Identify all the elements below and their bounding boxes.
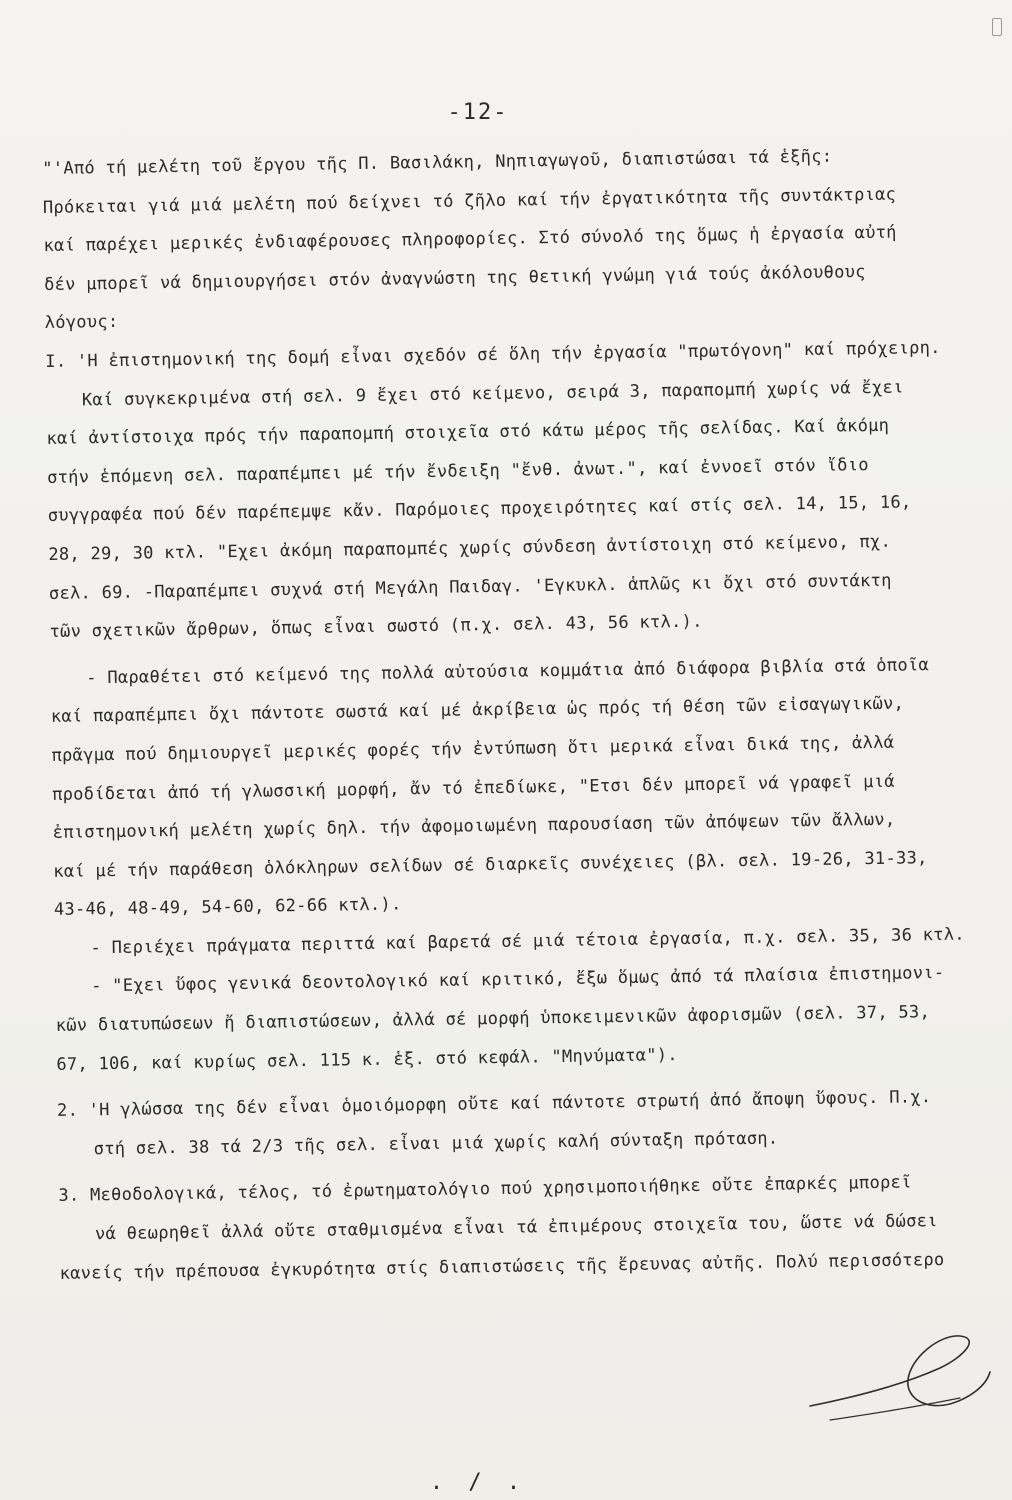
text-line: στή σελ. 38 τά 2/3 τῆς σελ. εἶναι μιά χωρίς καλή σύνταξη πρόταση. xyxy=(93,1128,779,1160)
text-line: πρᾶγμα πού δημιουργεῖ μερικές φορές τήν ἐντύπωση ὅτι μερικά εἶναι δικά της, ἀλλά xyxy=(51,732,895,766)
continuation-mark: . / . xyxy=(429,1470,527,1495)
text-line: 67, 106, καί κυρίως σελ. 115 κ. ἑξ. στό κεφάλ. "Μηνύματα"). xyxy=(56,1044,679,1075)
text-line: καί μέ τήν παράθεση ὁλόκληρων σελίδων σέ διαρκεῖς συνέχειες (βλ. σελ. 19-26, 31-33, xyxy=(53,847,928,882)
text-line: "'Από τή μελέτη τοῦ ἔργου τῆς Π. Βασιλάκη, Νηπιαγωγοῦ, διαπιστώσαι τά ἑξῆς: xyxy=(42,146,833,179)
text-line: κανείς τήν πρέπουσα ἐγκυρότητα στίς διαπιστώσεις τῆς ἔρευνας αὐτῆς. Πολύ περισσότερο xyxy=(59,1249,945,1284)
text-line: Πρόκειται γιά μιά μελέτη πού δείχνει τό ζῆλο καί τήν ἐργατικότητα τῆς συντάκτριας xyxy=(42,184,897,218)
text-line: στήν ἑπόμενη σελ. παραπέμπει μέ τήν ἔνδειξη "ἔνθ. ἀνωτ.", καί ἐννοεῖ στόν ἴδιο xyxy=(46,454,869,488)
handwritten-signature xyxy=(790,1328,1000,1438)
text-line: - Περιέχει πράγματα περιττά καί βαρετά σέ μιά τέτοια ἐργασία, π.χ. σελ. 35, 36 κτλ. xyxy=(90,924,965,959)
text-line: 43-46, 48-49, 54-60, 62-66 κτλ.). xyxy=(53,894,402,921)
text-line: - Παραθέτει στό κείμενό της πολλά αὐτούσια κομμάτια ἀπό διάφορα βιβλία στά ὁποῖα xyxy=(86,654,930,689)
staple-mark xyxy=(992,18,1002,36)
text-line: δέν μπορεῖ νά δημιουργήσει στόν ἀναγνώστη της θετική γνώμη γιά τούς ἀκόλουθους xyxy=(43,261,866,295)
text-line: συγγραφέα πού δέν παρέπεμψε κἄν. Παρόμοιες προχειρότητες καί στίς σελ. 14, 15, 16, xyxy=(47,492,912,527)
text-line: καί ἀντίστοιχα πρός τήν παραπομπή στοιχεῖα στό κάτω μέρος τῆς σελίδας. Καί ἀκόμη xyxy=(46,415,890,450)
text-line: 28, 29, 30 κτλ. "Εχει ἀκόμη παραπομπές χωρίς σύνδεση ἀντίστοιχη στό κείμενο, πχ. xyxy=(48,531,892,565)
text-line: σελ. 69. -Παραπέμπει συχνά στή Μεγάλη Παιδαγ. 'Εγκυκλ. ἁπλῶς κι ὄχι στό συντάκτη xyxy=(48,570,892,604)
text-line: I. 'Η ἐπιστημονική της δομή εἶναι σχεδόν σέ ὅλη τήν ἐργασία "πρωτόγονη" καί πρόχειρη. xyxy=(45,337,941,372)
text-line: προδίδεται ἀπό τή γλωσσική μορφή, ἄν τό ἐπεδίωκε, "Ετσι δέν μπορεῖ νά γραφεῖ μιά xyxy=(51,771,895,805)
text-line: λόγους: xyxy=(44,312,119,334)
text-line: καί παρέχει μερικές ἐνδιαφέρουσες πληροφορίες. Στό σύνολό της ὅμως ἡ ἐργασία αὐτή xyxy=(43,222,897,257)
document-body xyxy=(42,135,1000,1293)
text-line: καί παραπέμπει ὄχι πάντοτε σωστά καί μέ ἀκρίβεια ὡς πρός τή θέση τῶν εἰσαγωγικῶν, xyxy=(50,693,905,728)
text-line: κῶν διατυπώσεων ἤ διαπιστώσεων, ἀλλά σέ μορφή ὑποκειμενικῶν ἀφορισμῶν (σελ. 37, 53, xyxy=(55,1002,931,1036)
text-line: Καί συγκεκριμένα στή σελ. 9 ἔχει στό κείμενο, σειρά 3, παραπομπή χωρίς νά ἔχει xyxy=(81,377,904,410)
text-line: - "Εχει ὕφος γενικά δεοντολογικό καί κριτικό, ἔξω ὅμως ἀπό τά πλαίσια ἐπιστημονι- xyxy=(90,963,945,997)
page-number: -12- xyxy=(447,100,509,125)
text-line: τῶν σχετικῶν ἄρθρων, ὅπως εἶναι σωστό (π.χ. σελ. 43, 56 κτλ.). xyxy=(49,611,703,643)
text-line: ἐπιστημονική μελέτη χωρίς δηλ. τήν ἀφομοιωμένη παρουσίαση τῶν ἀπόψεων τῶν ἄλλων, xyxy=(52,809,896,844)
text-line: νά θεωρηθεῖ ἀλλά οὔτε σταθμισμένα εἶναι τά ἐπιμέρους στοιχεῖα του, ὥστε νά δώσει xyxy=(94,1211,938,1245)
text-line: 3. Μεθοδολογικά, τέλος, τό ἐρωτηματολόγιο πού χρησιμοποιήθηκε οὔτε ἐπαρκές μπορεῖ xyxy=(58,1172,912,1207)
text-line: 2. 'Η γλώσσα της δέν εἶναι ὁμοιόμορφη οὔτε καί πάντοτε στρωτή ἀπό ἄποψη ὕφους. Π.χ. xyxy=(56,1087,932,1122)
